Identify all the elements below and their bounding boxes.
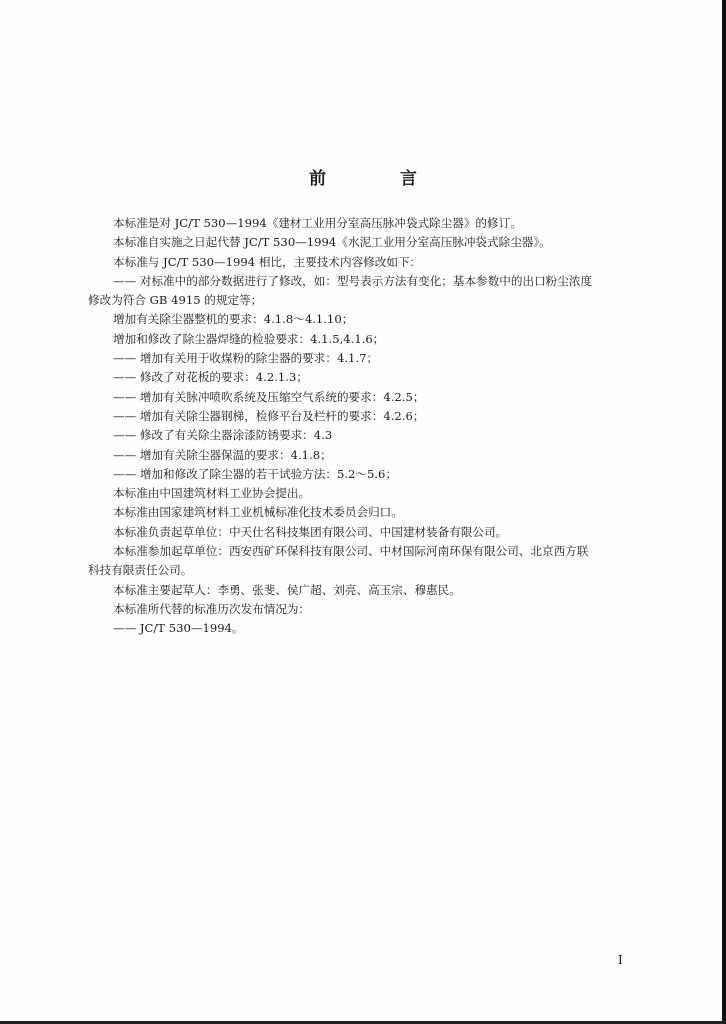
body-line: —— 增加有关用于收煤粉的除尘器的要求：4.1.7；	[113, 351, 379, 366]
body-line: 增加有关除尘器整机的要求：4.1.8～4.1.10；	[113, 312, 354, 327]
page-number: I	[618, 953, 623, 967]
body-line: 本标准负责起草单位：中天仕名科技集团有限公司、中国建材装备有限公司。	[113, 524, 508, 539]
body-line: —— 修改了有关除尘器涂漆防锈要求：4.3	[113, 428, 333, 443]
body-line: —— 修改了对花板的要求：4.2.1.3；	[113, 370, 308, 385]
scan-edge-right	[722, 0, 726, 1024]
body-line: 本标准由国家建筑材料工业机械标准化技术委员会归口。	[113, 505, 403, 520]
body-line: 本标准是对 JC/T 530—1994《建材工业用分室高压脉冲袋式除尘器》的修订。	[113, 216, 522, 230]
body-line: —— 增加有关脉冲喷吹系统及压缩空气系统的要求：4.2.5；	[113, 389, 425, 404]
body-line: 本标准由中国建筑材料工业协会提出。	[113, 486, 311, 501]
body-line: —— 增加有关除尘器保温的要求：4.1.8；	[113, 447, 332, 462]
body-line: —— 对标准中的部分数据进行了修改，如：型号表示方法有变化；基本参数中的出口粉尘浓度	[113, 273, 593, 288]
body-line: 本标准自实施之日起代替 JC/T 530—1994《水泥工业用分室高压脉冲袋式除尘器》。	[113, 235, 551, 250]
body-line: 本标准参加起草单位：西安西矿环保科技有限公司、中材国际河南环保有限公司、北京西方联	[113, 544, 589, 559]
page-title: 前 言	[309, 169, 451, 189]
body-line: —— 增加和修改了除尘器的若干试验方法：5.2～5.6；	[113, 466, 398, 481]
body-line: 修改为符合 GB 4915 的规定等；	[88, 293, 263, 308]
body-line: —— 增加有关除尘器钢梯，检修平台及栏杆的要求：4.2.6；	[113, 408, 425, 423]
body-line: —— JC/T 530—1994。	[113, 621, 244, 636]
foreword-body	[88, 214, 666, 639]
body-line: 增加和修改了除尘器焊缝的检验要求：4.1.5,4.1.6；	[113, 331, 385, 346]
body-line: 本标准所代替的标准历次发布情况为：	[113, 601, 311, 616]
body-line: 本标准与 JC/T 530—1994 相比，主要技术内容修改如下：	[113, 254, 422, 269]
body-line: 本标准主要起草人：李勇、张斐、侯广超、刘亮、高玉宗、穆惠民。	[113, 582, 461, 597]
body-line: 科技有限责任公司。	[88, 563, 193, 578]
